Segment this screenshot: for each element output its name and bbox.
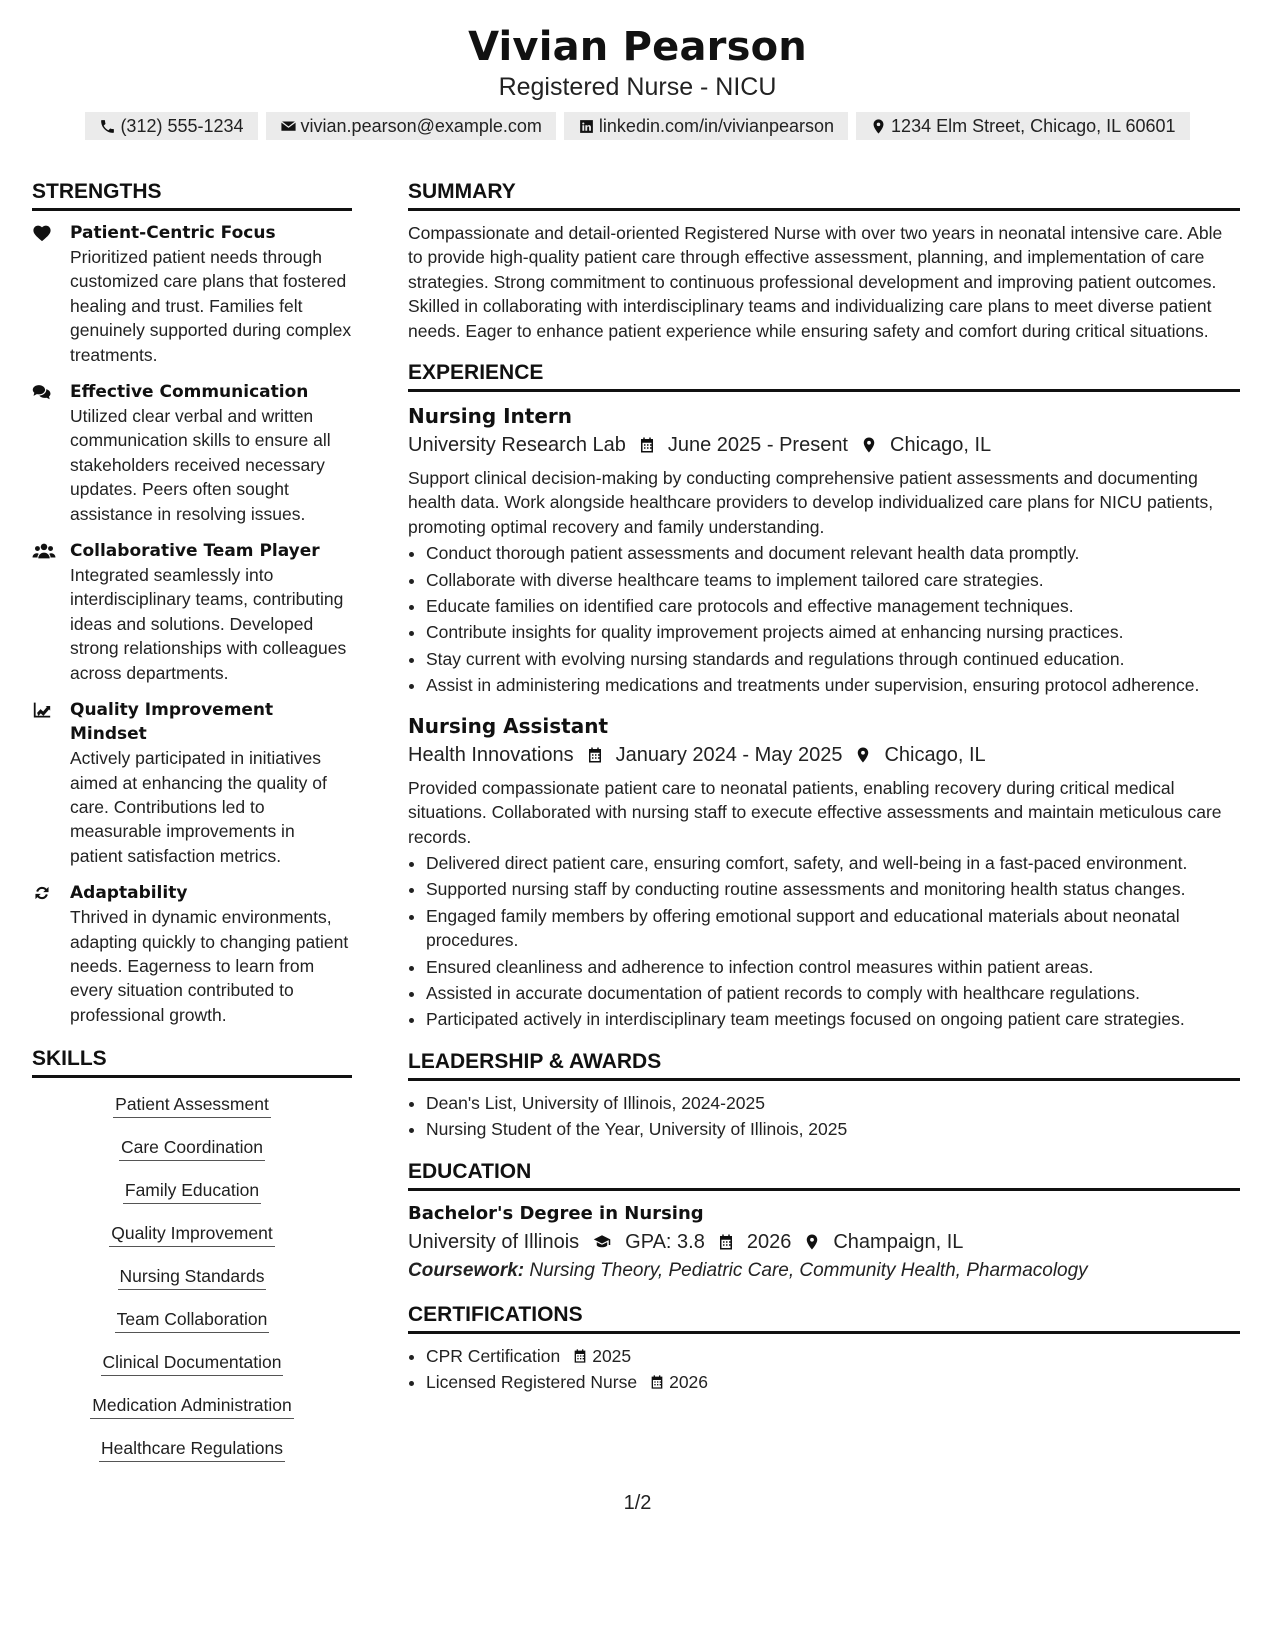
contact-linkedin[interactable]: [564, 112, 848, 140]
strength-title: Adaptability: [70, 883, 188, 904]
list-item: • Contribute insights for quality improvement projects aimed at enhancing nursing practices.: [426, 620, 1240, 644]
calendar-icon: [717, 1233, 735, 1251]
certification-name: • CPR Certification: [426, 1345, 561, 1366]
certifications-heading: CERTIFICATIONS: [408, 1301, 1240, 1334]
strength-item: [32, 539, 352, 685]
awards-list: [408, 1091, 1240, 1142]
candidate-role: Registered Nurse - NICU: [498, 73, 777, 101]
job-org: Health Innovations: [408, 743, 574, 766]
degree-title: Bachelor's Degree in Nursing: [408, 1202, 704, 1224]
comments-icon: [32, 383, 52, 401]
strengths-heading: STRENGTHS: [32, 178, 352, 211]
job-title: Nursing Intern: [408, 404, 573, 429]
calendar-icon: [649, 1374, 665, 1390]
coursework-list: Nursing Theory, Pediatric Care, Community Health, Pharmacology: [529, 1259, 1088, 1281]
page-number: 1/2: [623, 1492, 652, 1514]
job-meta: [408, 430, 1240, 460]
left-column: [32, 178, 352, 1479]
calendar-icon: [572, 1348, 588, 1364]
strength-item: [32, 380, 352, 526]
list-item: • Supported nursing staff by conducting routine assessments and monitoring health status changes.: [426, 877, 1240, 901]
calendar-icon: [638, 436, 656, 454]
summary-text: Compassionate and detail-oriented Registered Nurse with over two years in neonatal intensive care. Able to provide high-quality patient care through effective assessment, planning, and implementation of care strategies. Strong commitment to continuous professional development and improving patient outcomes. Skilled in collaborating with interdisciplinary teams and individualizing care plans to meet diverse patient needs. Eager to enhance patient experience while ensuring safety and comfort during critical situations.: [408, 223, 1223, 341]
list-item: • Conduct thorough patient assessments and document relevant health data promptly.: [426, 541, 1240, 565]
job-location: Chicago, IL: [884, 743, 986, 766]
strength-title: Effective Communication: [70, 382, 309, 403]
map-pin-icon: [803, 1233, 821, 1251]
map-pin-icon: [854, 746, 872, 764]
strength-title: Collaborative Team Player: [70, 541, 320, 562]
map-pin-icon: [870, 118, 887, 135]
resume-header: [0, 22, 1275, 102]
chart-line-icon: [32, 701, 52, 719]
job-description: Support clinical decision-making by conducting comprehensive patient assessments and documenting health data. Work alongside healthcare providers to develop individualized care plans for NICU patients, promoting optimal recovery and family understanding.: [408, 468, 1214, 537]
contact-linkedin-text: linkedin.com/in/vivianpearson: [598, 115, 835, 136]
school-location: Champaign, IL: [833, 1230, 964, 1253]
job-org: University Research Lab: [408, 434, 626, 457]
coursework: [408, 1257, 1240, 1285]
right-column: [408, 178, 1240, 1410]
certification-year: 2025: [592, 1345, 632, 1366]
contact-phone-text: (312) 555-1234: [120, 115, 244, 136]
phone-icon: [99, 118, 116, 135]
job-description: Provided compassionate patient care to neonatal patients, enabling recovery during critical medical situations. Collaborated with nursing staff to execute effective assessments and maintain meticulous care records.: [408, 777, 1222, 847]
education-heading: EDUCATION: [408, 1158, 1240, 1191]
list-item: • Ensured cleanliness and adherence to infection control measures within patient areas.: [426, 955, 1240, 979]
list-item: [426, 1344, 1240, 1368]
contact-email[interactable]: [266, 112, 556, 140]
list-item: • Stay current with evolving nursing standards and regulations through continued education.: [426, 647, 1240, 671]
graduation-cap-icon: [591, 1233, 613, 1251]
strength-item: [32, 221, 352, 367]
skill-tag: Family Education: [123, 1178, 261, 1204]
list-item: • Collaborate with diverse healthcare teams to implement tailored care strategies.: [426, 568, 1240, 592]
skill-tag: Care Coordination: [119, 1135, 265, 1161]
skill-tag: Quality Improvement: [109, 1221, 274, 1247]
education-meta: [408, 1227, 1240, 1257]
coursework-label: Coursework:: [408, 1259, 525, 1281]
leadership-heading: LEADERSHIP & AWARDS: [408, 1048, 1240, 1081]
list-item: • Nursing Student of the Year, University of Illinois, 2025: [426, 1117, 1240, 1141]
job-bullets: [408, 541, 1240, 697]
contact-address: [856, 112, 1190, 140]
certification-year: 2026: [669, 1371, 709, 1392]
summary-section: [408, 178, 1240, 343]
strength-desc: Prioritized patient needs through customized care plans that fostered healing and trust. Families felt genuinely supported during complex treatments.: [70, 247, 352, 365]
certifications-list: [408, 1344, 1240, 1395]
job-dates: June 2025 - Present: [667, 434, 848, 457]
skill-tag: Nursing Standards: [118, 1264, 267, 1290]
skill-tag: Patient Assessment: [113, 1092, 271, 1118]
job-title: Nursing Assistant: [408, 713, 609, 738]
calendar-icon: [586, 746, 604, 764]
skill-list: [32, 1088, 352, 1479]
strength-item: [32, 881, 352, 1027]
certification-name: • Licensed Registered Nurse: [426, 1371, 638, 1392]
job-location: Chicago, IL: [890, 434, 992, 457]
contact-address-text: 1234 Elm Street, Chicago, IL 60601: [891, 115, 1176, 136]
skill-tag: Team Collaboration: [115, 1307, 270, 1333]
skill-tag: Medication Administration: [90, 1393, 293, 1419]
gpa: GPA: 3.8: [625, 1230, 705, 1253]
skills-heading: SKILLS: [32, 1045, 352, 1078]
list-item: • Delivered direct patient care, ensuring comfort, safety, and well-being in a fast-paced environment.: [426, 851, 1240, 875]
skill-tag: Clinical Documentation: [101, 1350, 284, 1376]
contact-phone[interactable]: [85, 112, 257, 140]
list-item: • Educate families on identified care protocols and effective management techniques.: [426, 594, 1240, 618]
list-item: • Assist in administering medications and treatments under supervision, ensuring protocol adherence.: [426, 673, 1240, 697]
linkedin-icon: [578, 118, 595, 135]
strength-desc: Integrated seamlessly into interdisciplinary teams, contributing ideas and solutions. Developed strong relationships with colleagues across departments.: [70, 565, 347, 683]
certifications-section: [408, 1301, 1240, 1395]
strength-desc: Thrived in dynamic environments, adapting quickly to changing patient needs. Eagerness to learn from every situation contributed to professional growth.: [70, 907, 349, 1025]
sync-icon: [32, 884, 52, 902]
school-name: University of Illinois: [408, 1230, 580, 1253]
strength-item: [32, 698, 352, 868]
strength-desc: Utilized clear verbal and written communication skills to ensure all stakeholders received necessary updates. Peers often sought assistance in resolving issues.: [70, 406, 331, 524]
strength-desc: Actively participated in initiatives aimed at enhancing the quality of care. Contributions led to measurable improvements in patient satisfaction metrics.: [70, 748, 327, 866]
job-bullets: [408, 851, 1240, 1032]
graduation-year: 2026: [746, 1230, 792, 1253]
list-item: • Assisted in accurate documentation of patient records to comply with healthcare regulations.: [426, 981, 1240, 1005]
experience-heading: EXPERIENCE: [408, 359, 1240, 392]
list-item: • Engaged family members by offering emotional support and educational materials about neonatal procedures.: [426, 904, 1240, 953]
education-section: [408, 1158, 1240, 1285]
leadership-section: [408, 1048, 1240, 1142]
contact-bar: [0, 112, 1275, 140]
job-meta: [408, 740, 1240, 770]
list-item: • Participated actively in interdisciplinary team meetings focused on ongoing patient care strategies.: [426, 1007, 1240, 1031]
job-entry: [408, 712, 1240, 1032]
contact-email-text: vivian.pearson@example.com: [300, 115, 542, 136]
users-icon: [32, 542, 56, 560]
candidate-name: Vivian Pearson: [468, 24, 807, 70]
strength-title: Quality Improvement Mindset: [70, 700, 274, 745]
experience-section: [408, 359, 1240, 1032]
heart-icon: [32, 224, 52, 242]
skill-tag: Healthcare Regulations: [99, 1436, 285, 1462]
strength-title: Patient-Centric Focus: [70, 223, 276, 243]
job-entry: [408, 402, 1240, 698]
summary-heading: SUMMARY: [408, 178, 1240, 211]
list-item: [426, 1370, 1240, 1394]
envelope-icon: [280, 118, 297, 135]
job-dates: January 2024 - May 2025: [615, 743, 843, 766]
list-item: • Dean's List, University of Illinois, 2024-2025: [426, 1091, 1240, 1115]
map-pin-icon: [860, 436, 878, 454]
